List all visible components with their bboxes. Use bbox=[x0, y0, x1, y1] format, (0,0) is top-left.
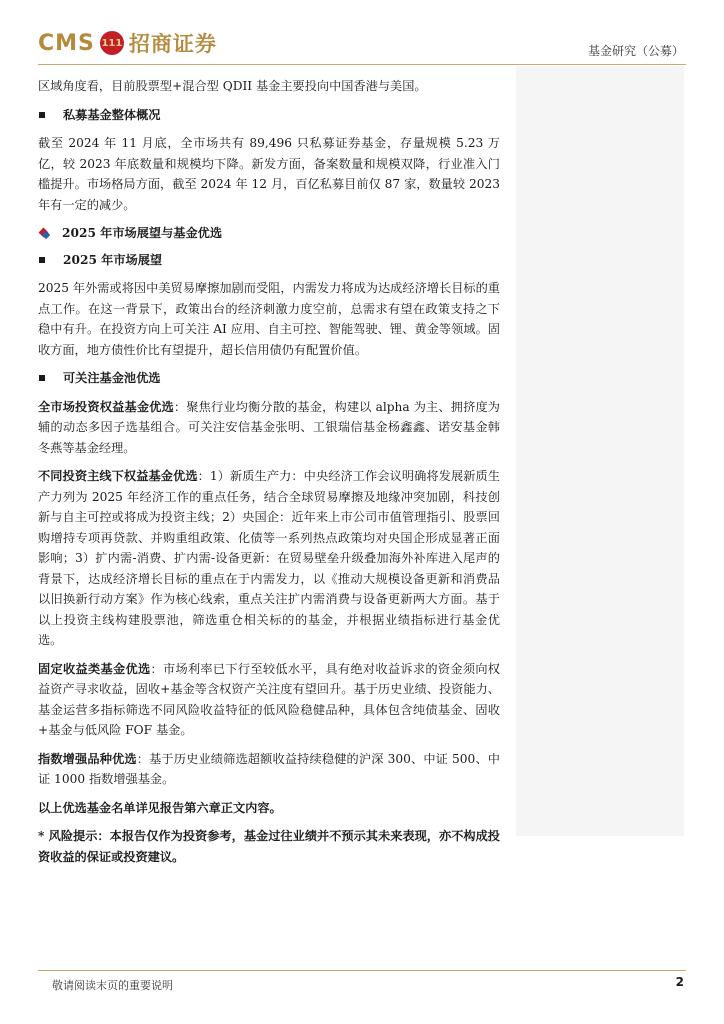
logo-badge-icon: 111 bbox=[100, 31, 124, 55]
private-fund-heading: 私募基金整体概况 bbox=[38, 105, 500, 126]
private-fund-paragraph: 截至 2024 年 11 月底，全市场共有 89,496 只私募证券基金，存量规模 5.23 万亿，较 2023 年底数量和规模均下降。新发方面，备案数量和规模双降，行业准入门槛提升。市场格局方面，截至 2024 年 12 月，百亿私募目前仅 87 家，数量较 2023 年有一定的减少。 bbox=[38, 136, 500, 212]
page-number: 2 bbox=[675, 975, 684, 989]
square-bullet-icon bbox=[39, 375, 45, 381]
risk-warning: * 风险提示：本报告仅作为投资参考，基金过往业绩并不预示其未来表现，亦不构成投资收益的保证或投资建议。 bbox=[38, 829, 500, 864]
intro-paragraph: 区域角度看，目前股票型+混合型 QDII 基金主要投向中国香港与美国。 bbox=[38, 79, 427, 93]
equity-fund-selection: 全市场投资权益基金优选：聚焦行业均衡分散的基金，构建以 alpha 为主、拥挤度为辅的动态多因子选基组合。可关注安信基金张明、工银瑞信基金杨鑫鑫、诺安基金韩冬燕等基金经理。 bbox=[38, 399, 500, 455]
logo-cms-text: CMS bbox=[38, 30, 95, 56]
square-bullet-icon bbox=[39, 112, 45, 118]
theme-fund-lead: 不同投资主线下权益基金优选 bbox=[38, 469, 198, 483]
outlook-paragraph: 2025 年外需或将因中美贸易摩擦加剧而受阻，内需发力将成为达成经济增长目标的重点工作。在这一背景下，政策出台的经济刺激力度空前，总需求有望在政策支持之下稳中有升。在投资方向上可关注 AI 应用、自主可控、智能驾驶、锂、黄金等领域。固收方面，地方债性价比有望提升，超长信用债仍有配置价值。 bbox=[38, 281, 500, 357]
report-body bbox=[38, 76, 500, 875]
theme-fund-selection: 不同投资主线下权益基金优选：1）新质生产力：中央经济工作会议明确将发展新质生产力列为 2025 年经济工作的重点任务，结合全球贸易摩擦及地缘冲突加剧，科技创新与自主可控或将成为投资主线；2）央国企：近年来上市公司市值管理指引、股票回购增持专项再贷款、并购重组政策、化债等一系列热点政策均对央国企形成显著正面影响；3）扩内需-消费、扩内需-设备更新：在贸易壁垒升级叠加海外补库进入尾声的背景下，达成经济增长目标的重点在于内需发力，以《推动大规模设备更新和消费品以旧换新行动方案》作为核心线索，重点关注扩内需消费与设备更新两大方面。基于以上投资主线构建股票池，筛选重仓相关标的的基金，并根据业绩指标进行基金优选。 bbox=[38, 469, 501, 647]
index-enhanced-selection: 指数增强品种优选：基于历史业绩筛选超额收益持续稳健的沪深 300、中证 500、中证 1000 指数增强基金。 bbox=[38, 751, 500, 786]
logo-chinese-name: 招商证券 bbox=[128, 32, 217, 56]
diamond-bullet-icon bbox=[38, 227, 50, 239]
fund-pool-heading: 可关注基金池优选 bbox=[38, 368, 500, 389]
fixed-income-selection: 固定收益类基金优选：市场利率已下行至较低水平，具有绝对收益诉求的资金须向权益资产寻求收益，固收+基金等含权资产关注度有望回升。基于历史业绩、投资能力、基金运营多指标筛选不同风险收益特征的低风险稳健品种，具体包含纯债基金、固收+基金与低风险 FOF 基金。 bbox=[38, 661, 500, 737]
fund-list-note: 以上优选基金名单详见报告第六章正文内容。 bbox=[38, 800, 282, 815]
index-enhanced-lead: 指数增强品种优选 bbox=[38, 751, 137, 766]
outlook-main-heading: 2025 年市场展望与基金优选 bbox=[38, 223, 500, 244]
footer-divider bbox=[38, 970, 686, 971]
page-header bbox=[0, 0, 724, 70]
equity-fund-lead: 全市场投资权益基金优选 bbox=[38, 399, 174, 414]
outlook-heading: 2025 年市场展望 bbox=[38, 250, 500, 271]
footer-disclaimer-note: 敬请阅读末页的重要说明 bbox=[52, 979, 173, 992]
square-bullet-icon bbox=[39, 257, 45, 263]
header-divider bbox=[38, 64, 686, 65]
sidebar-panel bbox=[516, 66, 684, 836]
fixed-income-lead: 固定收益类基金优选 bbox=[38, 661, 151, 676]
company-logo bbox=[38, 28, 217, 58]
report-category: 基金研究（公募） bbox=[587, 44, 684, 58]
